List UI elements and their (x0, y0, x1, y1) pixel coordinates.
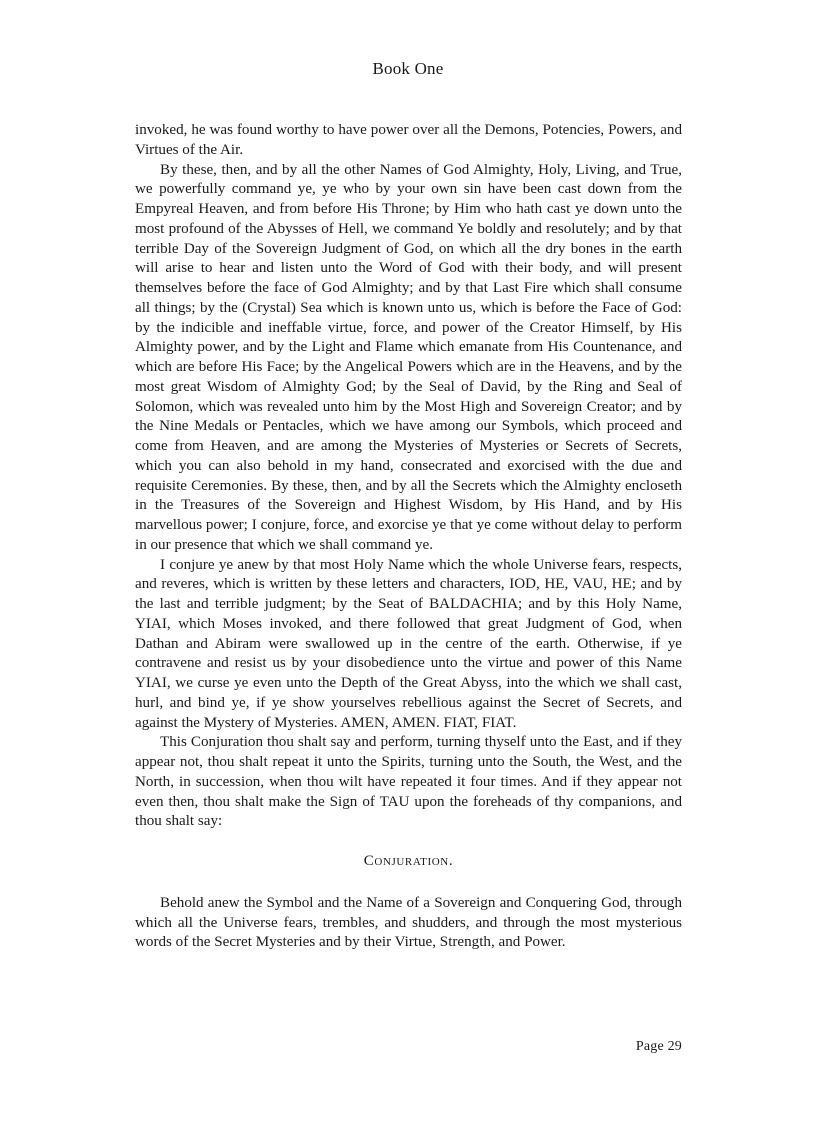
paragraph-continued: invoked, he was found worthy to have power over all the Demons, Potencies, Powers, and Virtues of the Air. (135, 122, 682, 158)
paragraph: By these, then, and by all the other Names of God Almighty, Holy, Living, and True, we powerfully command ye, ye who by your own sin have been cast down from the Empyreal Heaven, and from before His Throne; by Him who hath cast ye down unto the most profound of the Abysses of Hell, we command Ye boldly and resolutely; and by that terrible Day of the Sovereign Judgment of God, on which all the dry bones in the earth will arise to hear and listen unto the Word of God with their body, and will present themselves before the face of God Almighty; and by that Last Fire which shall consume all things; by the (Crystal) Sea which is known unto us, which is before the Face of God: by the indicible and ineffable virtue, force, and power of the Creator Himself, by His Almighty power, and by the Light and Flame which emanate from His Countenance, and which are before His Face; by the Angelical Powers which are in the Heavens, and by the most great Wisdom of Almighty God; by the Seal of David, by the Ring and Seal of Solomon, which was revealed unto him by the Most High and Sovereign Creator; and by the Nine Medals or Pentacles, which we have among our Symbols, which proceed and come from Heaven, and are among the Mysteries of Mysteries or Secrets of Secrets, which you can also behold in my hand, consecrated and exorcised with the due and requisite Ceremonies. By these, then, and by all the Secrets which the Almighty encloseth in the Treasures of the Sovereign and Highest Wisdom, by His Hand, and by His marvellous power; I conjure, force, and exorcise ye that ye come without delay to perform in our presence that which we shall command ye. (135, 161, 682, 553)
page-body (135, 121, 682, 953)
paragraph: I conjure ye anew by that most Holy Name which the whole Universe fears, respects, and reveres, which is written by these letters and characters, IOD, HE, VAU, HE; and by the last and terrible judgment; by the Seat of BALDACHIA; and by this Holy Name, YIAI, which Moses invoked, and there followed that great Judgment of God, when Dathan and Abiram were swallowed up in the centre of the earth. Otherwise, if ye contravene and resist us by your disobedience unto the virtue and power of this Name YIAI, we curse ye even unto the Depth of the Great Abyss, into the which we shall cast, hurl, and bind ye, if ye show yourselves rebellious against the Secret of Secrets, and against the Mystery of Mysteries. AMEN, AMEN. FIAT, FIAT. (135, 556, 682, 731)
paragraph: Behold anew the Symbol and the Name of a Sovereign and Conquering God, through which all the Universe fears, trembles, and shudders, and through the most mysterious words of the Secret Mysteries and by their Virtue, Strength, and Power. (135, 894, 682, 951)
running-head: Book One (372, 59, 444, 78)
section-heading: Conjuration. (363, 853, 454, 869)
page-number: Page 29 (635, 1039, 682, 1054)
paragraph: This Conjuration thou shalt say and perform, turning thyself unto the East, and if they appear not, thou shalt repeat it unto the Spirits, turning unto the South, the West, and the North, in succession, when thou wilt have repeated it four times. And if they appear not even then, thou shalt make the Sign of TAU upon the foreheads of thy companions, and thou shalt say: (135, 734, 682, 830)
